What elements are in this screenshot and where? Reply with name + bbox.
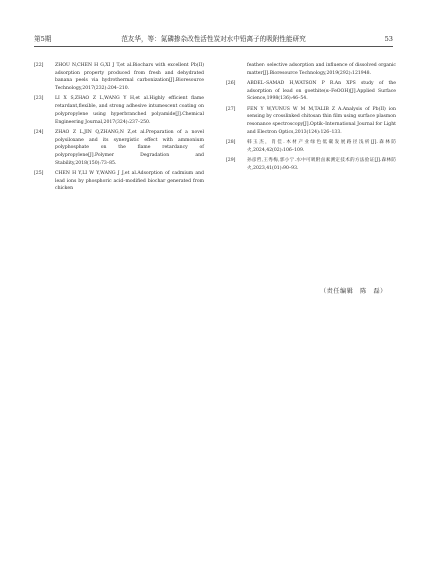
reference-item xyxy=(34,170,204,193)
reference-text: 韩玉杰，肖佳.木材产业绿色低碳发展路径浅析[J].森林防火,2024,42(02):106–109. xyxy=(247,140,396,153)
reference-text: ZHOU N,CHEN H G,XI J T,et al.Biochars with excellent Pb(II) adsorption property produced from fresh and dehydrated banana peels via hydrothermal carbonization[J].Bioresource Technology,2017(232):204–210. xyxy=(55,63,204,92)
reference-item xyxy=(34,129,204,168)
running-header xyxy=(34,33,393,45)
running-title: 范友华，等：氮磷掺杂改性活性炭对水中铅离子的吸附性能研究 xyxy=(121,35,306,43)
issue-number: 第5期 xyxy=(34,35,52,43)
reference-number: [22] xyxy=(34,63,44,68)
reference-number: [28] xyxy=(226,140,236,146)
reference-number: [26] xyxy=(226,81,236,86)
reference-item xyxy=(226,106,396,137)
reference-text: FEN Y W,YUNUS W M M,TALIB Z A.Analysis of Pb(II) ion sensing by crosslinked chitosan thin film using surface plasmon resonance spectroscopy[J].Optik–International Journal for Light and Electron Optics,2013(124):126–133. xyxy=(247,106,396,135)
reference-item xyxy=(34,62,204,93)
reference-text: CHEN H Y,LI W Y,WANG J J,et al.Adsorption of cadmium and lead ions by phosphoric acid–modified biochar generated from chicken xyxy=(55,170,204,192)
reference-text: 孙彦哲,王秀梅,郭小宁.水中可吸附卤素测定技术的方法验证[J].森林防火,2023,41(01):90–93. xyxy=(247,158,396,171)
page-number: 53 xyxy=(384,35,393,43)
header-rule xyxy=(34,46,393,47)
reference-text: feather: selective adsorption and influence of dissolved organic matter[J].Bioresource Technology,2019(292):121948. xyxy=(247,63,396,76)
reference-number: [24] xyxy=(34,129,44,135)
reference-item xyxy=(226,80,396,103)
reference-number: [25] xyxy=(34,170,44,176)
references-left-column xyxy=(34,62,204,196)
reference-item-continued xyxy=(226,62,396,77)
reference-item xyxy=(226,139,396,154)
reference-item xyxy=(226,157,396,172)
reference-text: ABDEL–SAMAD H,WATSON P R.An XPS study of the adsorption of lead on goethite(α–FeOOH)[J].Applied Surface Science,1998(136):46–54. xyxy=(247,81,396,102)
reference-number: [23] xyxy=(34,96,44,102)
references-right-column xyxy=(226,62,396,175)
reference-text: LI X S,ZHAO Z L,WANG Y H,et al.Highly efficient flame retardant,flexible, and strong adhesive intumescent coating on polypropylene using hyperbranched polyamide[J].Chemical Engineering Journal,2017(324):237–250. xyxy=(55,96,204,125)
reference-item xyxy=(34,95,204,126)
reference-text: ZHAO Z L,JIN Q,ZHANG,N Z,et al.Preparation of a novel polysiloxane and its synergistic effect with ammonium polyphosphate on the flame retardancy of polypropylene[J].Polymer Degradation and Stability,2018(150):73–85. xyxy=(55,129,204,166)
reference-number: [27] xyxy=(226,106,236,112)
responsible-editor: （责任编辑 陈 磊） xyxy=(320,288,387,295)
reference-number: [29] xyxy=(226,158,236,164)
